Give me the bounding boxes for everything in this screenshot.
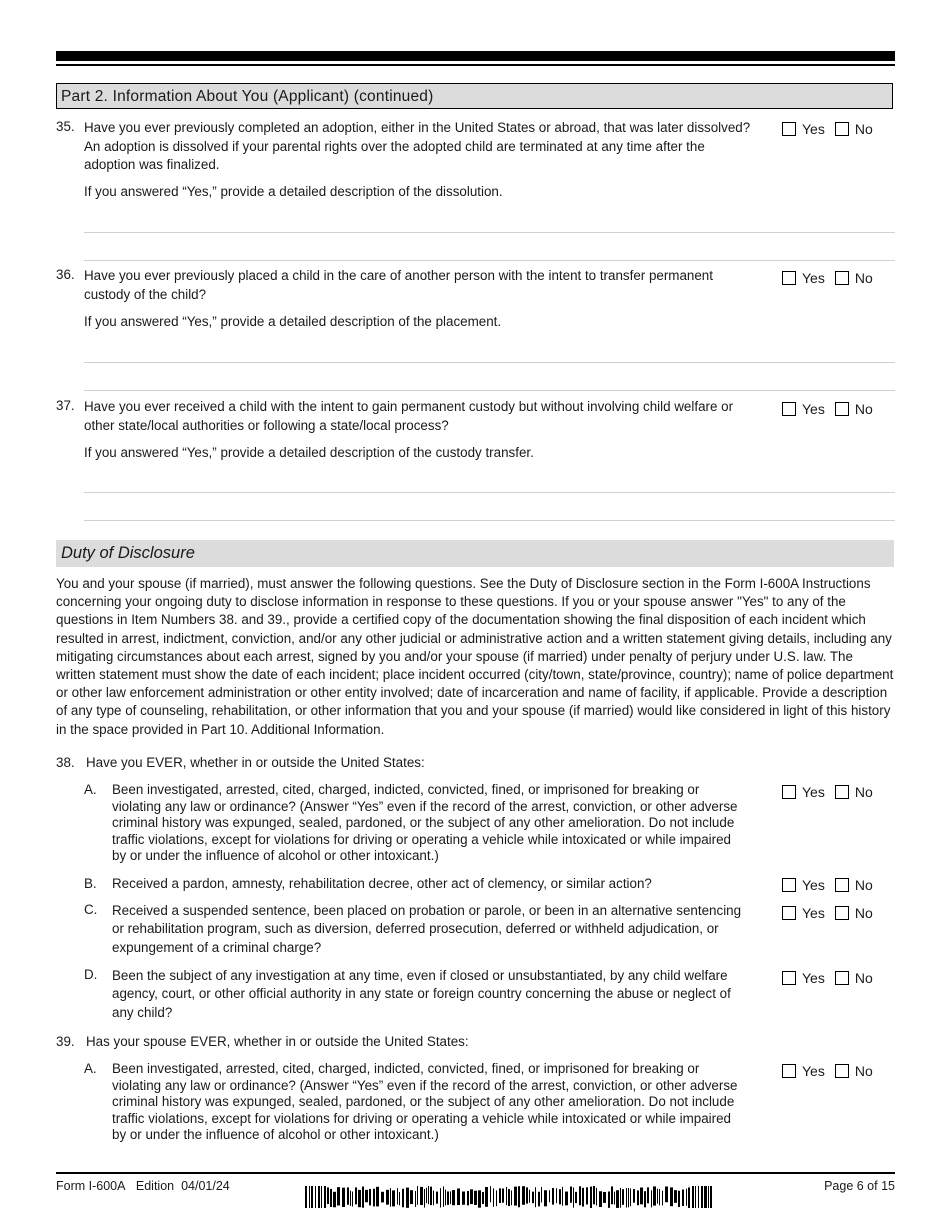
yes-label: Yes	[802, 401, 825, 417]
q38c-text: Received a suspended sentence, been placed on probation or parole, or been in an alternative sentencing or rehabilitation program, such as diversion, deferred prosecution, deferred or withheld adjudication, or expungement of a criminal charge?	[112, 903, 742, 955]
q36-no-checkbox[interactable]	[835, 271, 849, 285]
q39a-no-checkbox[interactable]	[835, 1064, 849, 1078]
q35-text: Have you ever previously completed an adoption, either in the United States or abroad, that was later dissolved? An adoption is dissolved if your parental rights over the adopted child are terminated at any time after the adoption was finalized.	[84, 120, 751, 172]
q38d-letter: D.	[84, 967, 98, 982]
q38-number: 38.	[56, 755, 75, 770]
footer-rule	[56, 1172, 895, 1174]
yes-label: Yes	[802, 784, 825, 800]
q35-yes-no	[782, 121, 873, 137]
footer-form-info	[56, 1179, 230, 1193]
q35-number: 35.	[56, 119, 75, 134]
q36-yes-no	[782, 270, 873, 286]
yes-label: Yes	[802, 270, 825, 286]
no-label: No	[854, 121, 873, 137]
q38d-no-checkbox[interactable]	[835, 971, 849, 985]
barcode-image	[305, 1186, 712, 1208]
q39-intro-b: , whether in or outside the United States:	[226, 1034, 469, 1049]
q37-yes-checkbox[interactable]	[782, 402, 796, 416]
q37-yes-no	[782, 401, 873, 417]
q39a-letter: A.	[84, 1061, 97, 1076]
q38d-yes-checkbox[interactable]	[782, 971, 796, 985]
no-label: No	[854, 784, 873, 800]
q38a-yes-no	[782, 784, 873, 800]
q36-yes-checkbox[interactable]	[782, 271, 796, 285]
q38c-no-checkbox[interactable]	[835, 906, 849, 920]
q35-answer-line-2[interactable]	[84, 260, 895, 261]
q38-intro	[86, 755, 425, 770]
q38d-text: Been the subject of any investigation at any time, even if closed or unsubstantiated, by any child welfare agency, court, or other official authority in any state or foreign country concerning the abuse or neglect of any child?	[112, 968, 731, 1020]
q37-no-checkbox[interactable]	[835, 402, 849, 416]
duty-text-1: You and your spouse (if married), must answer the following questions. See the	[56, 576, 530, 591]
q37-answer-line-1[interactable]	[84, 492, 895, 493]
q35-note: If you answered “Yes,” provide a detailed description of the dissolution.	[84, 184, 503, 199]
top-thin-rule	[56, 64, 895, 66]
duty-ref-items: Item Numbers 38. and 39.	[131, 612, 287, 628]
footer-edition-date: 04/01/24	[181, 1179, 230, 1193]
q38c-letter: C.	[84, 902, 98, 917]
q38b-no-checkbox[interactable]	[835, 878, 849, 892]
duty-ref-section: Duty of Disclosure	[529, 576, 639, 591]
q38-intro-ever: EVER	[146, 755, 183, 770]
q37-number: 37.	[56, 398, 75, 413]
q38b-yes-no	[782, 877, 873, 893]
q36-answer-line-2[interactable]	[84, 390, 895, 391]
q36-answer-line-1[interactable]	[84, 362, 895, 363]
q36-note: If you answered “Yes,” provide a detailed description of the placement.	[84, 314, 502, 329]
yes-label: Yes	[802, 877, 825, 893]
q37-answer-line-2[interactable]	[84, 520, 895, 521]
part-2-header: Part 2. Information About You (Applicant) (continued)	[56, 83, 893, 109]
footer-form-name: Form I-600A	[56, 1179, 126, 1193]
q38c-yes-checkbox[interactable]	[782, 906, 796, 920]
no-label: No	[854, 270, 873, 286]
duty-text-3: , provide a certified copy of the documentation showing the final disposition of each incident which resulted in arrest, indictment, conviction, and/or any other judicial or administrative action and a written statement giving details, including any mitigating circumstances about each arrest, signed by you and/or your spouse (if married) under penalty of perjury under U.S. law. The written statement must show the date of each incident; place incident occurred (city/town, state/province, country); name of police department or other law enforcement administration or other entity involved; date of incarceration and name of facility, if applicable. Provide a description of any type of counseling, rehabilitation, or other information that you and your spouse (if married) would like considered in light of this history in the space provided in	[56, 612, 894, 737]
q39-intro-ever: EVER	[190, 1034, 227, 1049]
q37-text: Have you ever received a child with the intent to gain permanent custody but without involving child welfare or other state/local authorities or following a state/local process?	[84, 399, 734, 433]
q38d-yes-no	[782, 970, 873, 986]
duty-of-disclosure-header: Duty of Disclosure	[56, 540, 894, 567]
yes-label: Yes	[802, 905, 825, 921]
q39-number: 39.	[56, 1034, 75, 1049]
q38-intro-b: , whether in or outside the United States:	[182, 755, 425, 770]
q38a-yes-checkbox[interactable]	[782, 785, 796, 799]
q38a-no-checkbox[interactable]	[835, 785, 849, 799]
page-number: Page 6 of 15	[824, 1179, 895, 1193]
duty-text-2: section in the Form I-600A Instructions concerning your ongoing duty to disclose information in response to these questions. If you or your spouse answer "Yes" to any of the questions in	[56, 576, 871, 628]
q38b-letter: B.	[84, 876, 97, 891]
footer-edition-label: Edition	[135, 1179, 175, 1193]
q38a-letter: A.	[84, 782, 97, 797]
q38c-yes-no	[782, 905, 873, 921]
q37-note: If you answered “Yes,” provide a detailed description of the custody transfer.	[84, 445, 534, 460]
q39-intro	[86, 1034, 469, 1049]
q38a-text: Been investigated, arrested, cited, charged, indicted, convicted, fined, or imprisoned for breaking or violating any law or ordinance? (Answer “Yes” even if the record of the arrest, conviction, or other adverse criminal history was expunged, sealed, pardoned, or the subject of any other amelioration. Do not include traffic violations, except for violations for driving or operating a vehicle while intoxicated or while impaired by or under the influence of alcohol or other intoxicant.)	[112, 782, 738, 863]
q38-intro-a: Have you	[86, 755, 147, 770]
q39a-yes-no	[782, 1063, 873, 1079]
no-label: No	[854, 1063, 873, 1079]
no-label: No	[854, 905, 873, 921]
yes-label: Yes	[802, 970, 825, 986]
q39-intro-a: Has your spouse	[86, 1034, 191, 1049]
q38b-yes-checkbox[interactable]	[782, 878, 796, 892]
top-thick-rule	[56, 51, 895, 61]
q35-yes-checkbox[interactable]	[782, 122, 796, 136]
q35-answer-line-1[interactable]	[84, 232, 895, 233]
q39a-text: Been investigated, arrested, cited, charged, indicted, convicted, fined, or imprisoned for breaking or violating any law or ordinance? (Answer “Yes” even if the record of the arrest, conviction, or other adverse criminal history was expunged, sealed, pardoned, or the subject of any other amelioration. Do not include traffic violations, except for violations for driving or operating a vehicle while intoxicated or while impaired by or under the influence of alcohol or other intoxicant.)	[112, 1061, 738, 1142]
duty-ref-part10: Part 10. Additional Information	[201, 721, 381, 737]
q36-text: Have you ever previously placed a child in the care of another person with the intent to transfer permanent custody of the child?	[84, 268, 713, 302]
q39a-yes-checkbox[interactable]	[782, 1064, 796, 1078]
q36-number: 36.	[56, 267, 75, 282]
duty-paragraph	[56, 575, 894, 739]
no-label: No	[854, 970, 873, 986]
duty-text-4: .	[380, 721, 385, 737]
no-label: No	[854, 401, 873, 417]
q35-no-checkbox[interactable]	[835, 122, 849, 136]
q38b-text: Received a pardon, amnesty, rehabilitation decree, other act of clemency, or similar action?	[112, 876, 652, 891]
yes-label: Yes	[802, 121, 825, 137]
yes-label: Yes	[802, 1063, 825, 1079]
no-label: No	[854, 877, 873, 893]
